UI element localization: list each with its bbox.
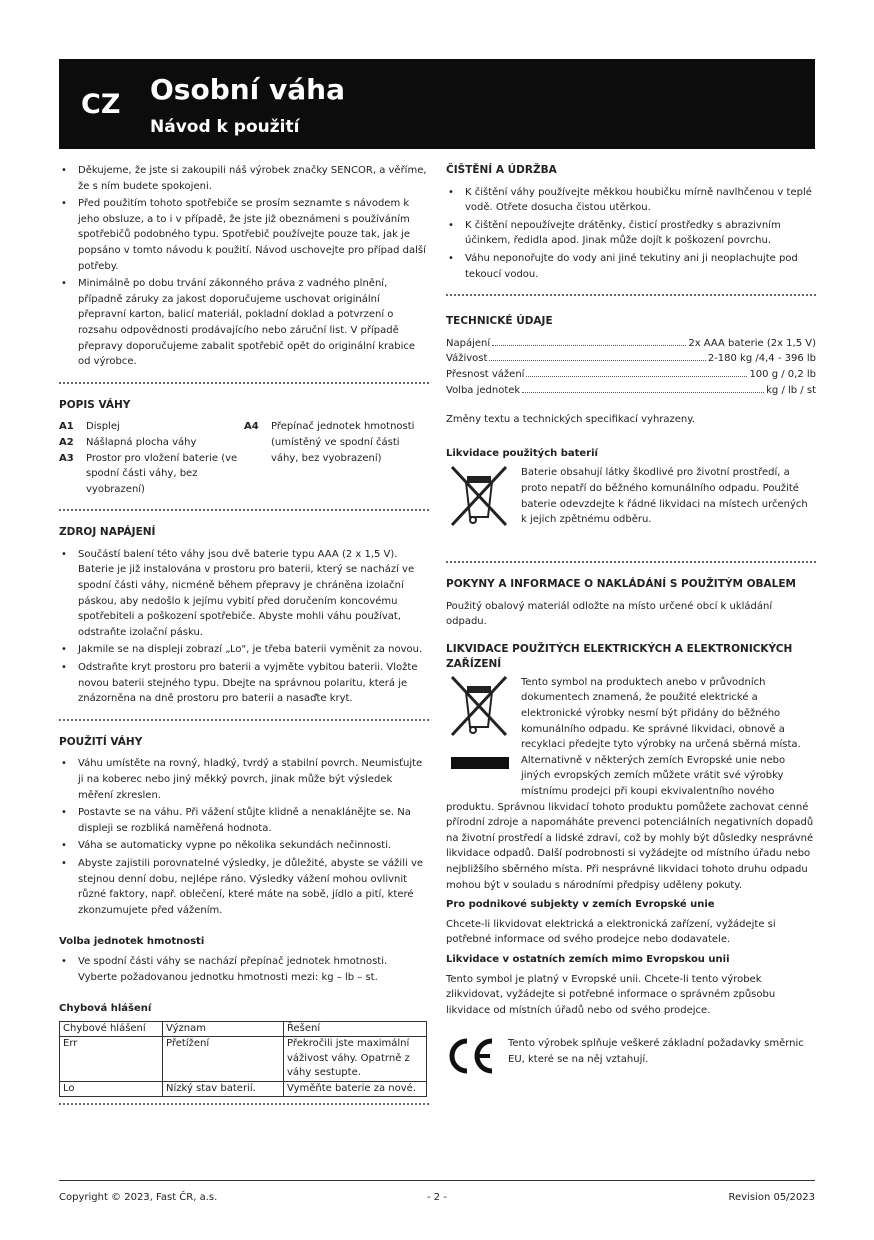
table-cell: Překročili jste maximální váživost váhy. Opatrně z váhy sestupte.	[284, 1037, 427, 1082]
ce-mark-icon	[446, 1036, 508, 1082]
table-header-cell: Chybové hlášení	[60, 1021, 163, 1037]
battery-disposal-text: Baterie obsahují látky škodlivé pro životní prostředí, a proto nepatří do běžného komunálního odpadu. Použité baterie odevzdejte k řádné likvidaci na místech určených k jejich zpětnému odběru.	[521, 467, 808, 526]
spec-row	[446, 351, 816, 367]
part-code: A2	[59, 436, 74, 448]
footer-page-number: - 2 -	[427, 1192, 447, 1203]
ce-text: Tento výrobek splňuje veškeré základní požadavky směrnic EU, které se na něj vztahují.	[508, 1038, 804, 1065]
spec-row	[446, 383, 816, 399]
section-heading-cleaning: ČIŠTĚNÍ A ÚDRŽBA	[446, 164, 557, 176]
list-item: • Jakmile se na displeji zobrazí „Lo", je třeba baterii vyměnit za novou.	[59, 642, 429, 658]
part-item	[59, 435, 244, 451]
section-heading-description: POPIS VÁHY	[59, 398, 131, 411]
table-cell: Nízký stav baterií.	[163, 1081, 284, 1097]
table-header-row	[60, 1021, 427, 1037]
list-item: • Děkujeme, že jste si zakoupili náš výrobek značky SENCOR, a věříme, že s ním budete spokojeni.	[59, 163, 429, 194]
spec-value: 2x AAA baterie (2x 1,5 V)	[688, 337, 816, 349]
errors-table	[59, 1021, 427, 1098]
list-item: • Minimálně po dobu trvání zákonného práva z vadného plnění, případně záruky za jakost doporučujeme uschovat originální přepravní karton, balicí materiál, pokladní doklad a potvrzení o rozsahu odpovědnosti prodávajícího nebo záruční list. V případě přepravy doporučujeme zabalit spotřebič opět do originální krabice od výrobce.	[59, 276, 429, 370]
part-code: A4	[244, 421, 259, 433]
list-item: • Ve spodní části váhy se nachází přepínač jednotek hmotnosti. Vyberte požadovanou jednotku hmotnosti mezi: kg – lb – st.	[59, 954, 429, 985]
list-item: • Před použitím tohoto spotřebiče se prosím seznamte s návodem k jeho obsluze, a to i v případě, že jste již obeznámeni s používáním spotřebičů podobného typu. Spotřebič používejte pouze tak, jak je popsáno v tomto návodu k použití. Návod uschovejte pro případ další potřeby.	[59, 196, 429, 274]
part-item	[59, 419, 244, 435]
specs-list	[446, 336, 816, 398]
footer-copyright: Copyright © 2023, Fast ČR, a.s.	[59, 1192, 218, 1203]
weee-block	[446, 675, 816, 804]
list-item: • K čištění váhy používejte měkkou houbičku mírně navlhčenou v teplé vodě. Otřete dosucha čistou utěrkou.	[446, 185, 816, 216]
page-subtitle: Návod k použití	[150, 117, 300, 137]
weee-business-text: Chcete-li likvidovat elektrická a elektronická zařízení, vyžádejte si potřebné informace od svého prodejce nebo dodavatele.	[446, 918, 776, 946]
spec-label: Napájení	[446, 337, 491, 349]
crossed-bin-icon	[446, 465, 521, 533]
divider	[59, 719, 429, 721]
weee-bin-icon	[446, 675, 521, 804]
spec-value: 100 g / 0,2 lb	[749, 368, 816, 380]
table-header-cell: Význam	[163, 1021, 284, 1037]
list-item: • Váha se automaticky vypne po několika sekundách nečinnosti.	[59, 838, 429, 854]
footer-revision: Revision 05/2023	[728, 1192, 815, 1203]
section-heading-packaging: POKYNY A INFORMACE O NAKLÁDÁNÍ S POUŽITÝM OBALEM	[446, 577, 796, 590]
section-heading-usage: POUŽITÍ VÁHY	[59, 735, 143, 748]
language-code: CZ	[81, 89, 121, 120]
spec-value: kg / lb / st	[766, 384, 816, 396]
section-heading-specs: TECHNICKÉ ÚDAJE	[446, 315, 553, 328]
part-text: Nášlapná plocha váhy	[86, 436, 197, 448]
spec-row	[446, 336, 816, 352]
table-header-cell: Řešení	[284, 1021, 427, 1037]
battery-disposal-block	[446, 465, 816, 533]
header-banner	[59, 59, 815, 149]
usage-list	[59, 756, 429, 918]
left-column	[59, 163, 429, 1119]
table-cell: Vyměňte baterie za nové.	[284, 1081, 427, 1097]
right-column	[446, 163, 816, 1082]
weee-text: Tento symbol na produktech anebo v průvodních dokumentech znamená, že použité elektrické a elektronické výrobky nesmí být přidány do běžného komunálního odpadu. Ke správné likvidaci, obnově a recyklaci předejte tyto výrobky na určená sběrná místa. Alternativně v některých zemích Evropské unie nebo jiných evropských zemích můžete vrátit své výrobky místnímu prodejci při koupi ekvivalentního nového	[521, 676, 801, 798]
parts-column-right	[244, 419, 429, 497]
divider	[59, 1103, 429, 1105]
list-item: • Abyste zajistili porovnatelné výsledky, je důležité, abyste se vážili ve stejnou denní dobu, nejlépe ráno. Výsledky vážení mohou ovlivnit různé faktory, např. oblečení, které máte na sobě, jídlo a pití, které zkonzumujete před vážením.	[59, 856, 429, 918]
parts-column-left	[59, 419, 244, 497]
list-item: • Váhu neponořujte do vody ani jiné tekutiny ani ji neoplachujte pod tekoucí vodou.	[446, 251, 816, 282]
table-cell: Přetížení	[163, 1037, 284, 1082]
spec-label: Váživost	[446, 353, 488, 365]
list-item: • Odstraňte kryt prostoru pro baterii a vyjměte vybitou baterii. Vložte novou baterii stejného typu. Dbejte na správnou polaritu, která je znázorněna na dně prostoru pro baterii a nasaďte kryt.	[59, 660, 429, 707]
list-item: • K čištění nepoužívejte drátěnky, čisticí prostředky s abrazivním účinkem, ředidla apod. Jinak může dojít k poškození povrchu.	[446, 218, 816, 249]
weee-text-continued: produktu. Správnou likvidací tohoto produktu pomůžete zachovat cenné přírodní zdroje a napomáháte prevenci potenciálních negativních dopadů na životní prostředí a lidské zdraví, což by mohly být důsledky nesprávné likvidace odpadů. Další podrobnosti si vyžádejte od místního úřadu nebo nejbližšího sběrného místa. Při nesprávné likvidaci tohoto druhu odpadu mohou být v souladu s národními předpisy uděleny pokuty.	[446, 801, 814, 891]
divider	[59, 509, 429, 511]
divider	[446, 294, 816, 296]
units-heading: Volba jednotek hmotnosti	[59, 936, 205, 948]
battery-disposal-heading: Likvidace použitých baterií	[446, 447, 598, 459]
footer	[59, 1180, 815, 1203]
ce-block	[446, 1036, 816, 1082]
section-heading-power: ZDROJ NAPÁJENÍ	[59, 526, 156, 539]
weee-business-heading: Pro podnikové subjekty v zemích Evropské unie	[446, 899, 715, 911]
part-code: A3	[59, 452, 74, 464]
table-cell: Lo	[60, 1081, 163, 1097]
part-item	[59, 451, 244, 498]
part-text: Přepínač jednotek hmotnosti (umístěný ve spodní části váhy, bez vyobrazení)	[271, 421, 415, 464]
list-item: • Váhu umístěte na rovný, hladký, tvrdý a stabilní povrch. Neumisťujte ji na koberec nebo jiný měkký povrch, jinak může být výsledek měření zkreslen.	[59, 756, 429, 803]
spec-row	[446, 367, 816, 383]
part-text: Displej	[86, 421, 120, 433]
spec-label: Volba jednotek	[446, 384, 521, 396]
divider	[59, 382, 429, 384]
spec-label: Přesnost vážení	[446, 368, 525, 380]
table-row	[60, 1037, 427, 1082]
intro-list	[59, 163, 429, 370]
parts-list	[59, 419, 429, 497]
errors-heading: Chybová hlášení	[59, 1003, 152, 1015]
part-item	[244, 419, 429, 466]
weee-other-text: Tento symbol je platný v Evropské unii. Chcete-li tento výrobek zlikvidovat, vyžádejte si potřebné informace o správném způsobu likvidace od místních úřadů nebo od svého prodejce.	[446, 973, 776, 1016]
packaging-text: Použitý obalový materiál odložte na místo určené obcí k ukládání odpadu.	[446, 600, 773, 628]
weee-other-heading: Likvidace v ostatních zemích mimo Evropskou unii	[446, 953, 730, 965]
table-cell: Err	[60, 1037, 163, 1082]
specs-note: Změny textu a technických specifikací vyhrazeny.	[446, 414, 695, 426]
part-code: A1	[59, 421, 74, 433]
units-list	[59, 954, 429, 985]
list-item: • Postavte se na váhu. Při vážení stůjte klidně a nenaklánějte se. Na displeji se rozbliká naměřená hodnota.	[59, 805, 429, 836]
power-list	[59, 547, 429, 707]
cleaning-list	[446, 185, 816, 283]
page-title: Osobní váha	[150, 73, 346, 106]
list-item: • Součástí balení této váhy jsou dvě baterie typu AAA (2 x 1,5 V). Baterie je již instalována v prostoru pro baterii, který se nachází ve spodní části váhy, nicméně během přepravy je chráněna izolační páskou, aby nedošlo k jejímu vybití před doručením koncovému spotřebiteli a poškození spotřebiče. Abyste mohli váhu používat, odstraňte izolační pásku.	[59, 547, 429, 641]
section-heading-weee: LIKVIDACE POUŽITÝCH ELEKTRICKÝCH A ELEKTRONICKÝCH ZAŘÍZENÍ	[446, 642, 793, 671]
divider	[446, 561, 816, 563]
table-row	[60, 1081, 427, 1097]
part-text: Prostor pro vložení baterie (ve spodní části váhy, bez vyobrazení)	[86, 452, 238, 495]
spec-value: 2-180 kg /4,4 - 396 lb	[707, 353, 816, 365]
